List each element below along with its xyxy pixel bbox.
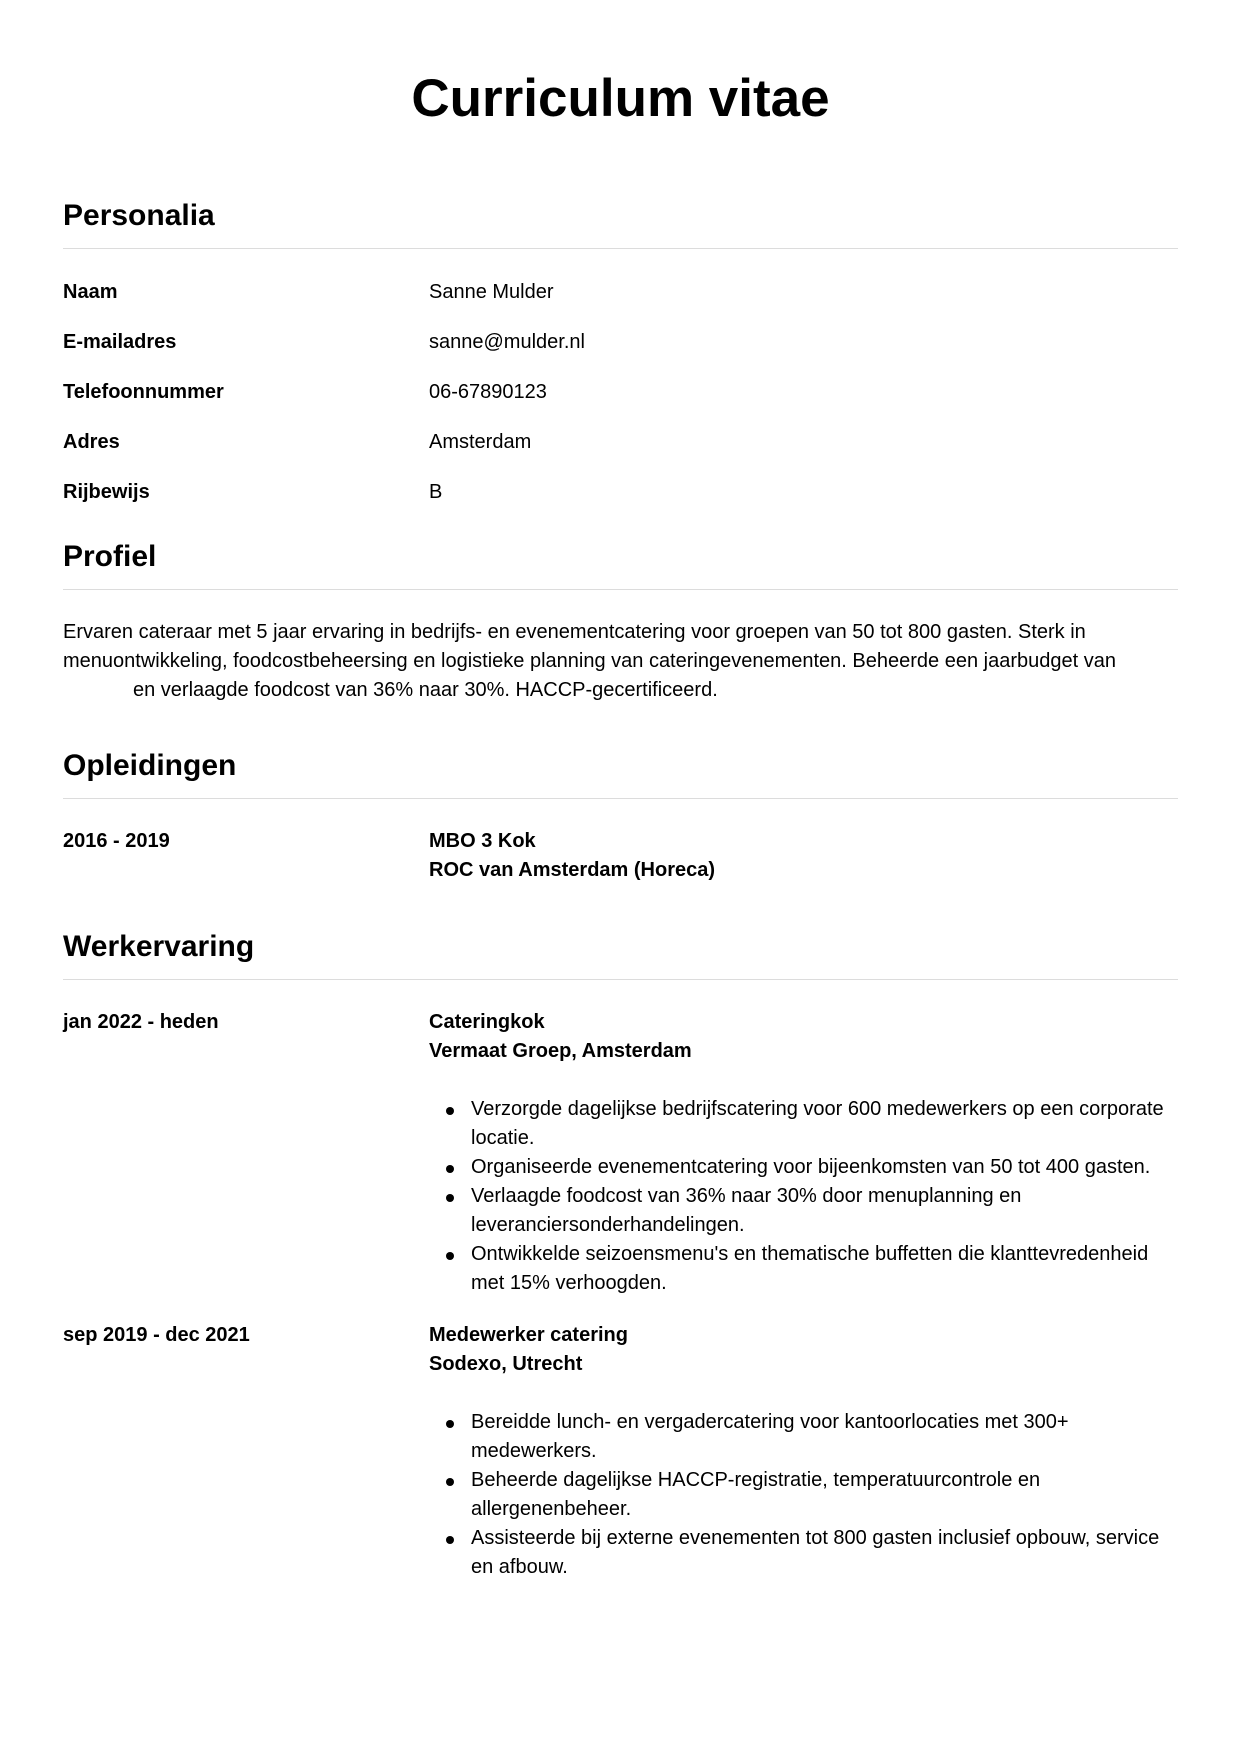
experience-list [63, 1008, 1178, 1582]
experience-entry [63, 1321, 1178, 1582]
personalia-label-license: Rijbewijs [63, 481, 150, 503]
personalia-section [63, 196, 1178, 528]
experience-details [429, 1008, 1178, 1298]
experience-bullet-list [429, 1095, 1178, 1298]
personalia-value-address: Amsterdam [429, 431, 532, 453]
personalia-value-name: Sanne Mulder [429, 281, 554, 303]
experience-bullet-text: Verzorgde dagelijkse bedrijfscatering voor 600 medewerkers op een corporate locatie. [471, 1098, 1164, 1149]
experience-details [429, 1321, 1178, 1582]
experience-bullet-text: Ontwikkelde seizoensmenu's en thematische buffetten die klanttevredenheid met 15% verhoogden. [471, 1243, 1149, 1294]
opleidingen-heading: Opleidingen [63, 746, 1178, 799]
experience-bullet [429, 1240, 1178, 1298]
profiel-line-2: menuontwikkeling, foodcostbeheersing en logistieke planning van cateringevenementen. Beheerde een jaarbudget van [63, 650, 1116, 672]
experience-bullet [429, 1095, 1178, 1153]
experience-bullet [429, 1182, 1178, 1240]
experience-role: Medewerker catering [429, 1324, 628, 1346]
bullet-dot-icon [446, 1478, 454, 1486]
experience-bullet-text: Beheerde dagelijkse HACCP-registratie, temperatuurcontrole en allergenenbeheer. [471, 1469, 1041, 1520]
bullet-dot-icon [446, 1252, 454, 1260]
personalia-row-license [63, 478, 1178, 528]
profiel-section [63, 537, 1178, 705]
werkervaring-heading: Werkervaring [63, 927, 1178, 980]
personalia-row-name [63, 278, 1178, 328]
experience-employer: Sodexo, Utrecht [429, 1353, 583, 1375]
bullet-dot-icon [446, 1107, 454, 1115]
personalia-value-phone: 06-67890123 [429, 381, 547, 403]
education-period: 2016 - 2019 [63, 830, 170, 852]
personalia-row-phone [63, 378, 1178, 428]
experience-bullet [429, 1408, 1178, 1466]
experience-bullet [429, 1466, 1178, 1524]
profiel-line-3: en verlaagde foodcost van 36% naar 30%. HACCP-gecertificeerd. [133, 679, 718, 701]
experience-entry [63, 1008, 1178, 1298]
bullet-dot-icon [446, 1194, 454, 1202]
education-entry [63, 827, 1178, 885]
profiel-text [63, 618, 1183, 705]
experience-role: Cateringkok [429, 1011, 545, 1033]
personalia-heading: Personalia [63, 196, 1178, 249]
werkervaring-section [63, 927, 1178, 1582]
experience-bullet [429, 1153, 1178, 1182]
bullet-dot-icon [446, 1536, 454, 1544]
education-title: MBO 3 Kok [429, 830, 536, 852]
experience-bullet-text: Organiseerde evenementcatering voor bijeenkomsten van 50 tot 400 gasten. [471, 1156, 1151, 1178]
personalia-label-name: Naam [63, 281, 118, 303]
education-details [429, 827, 1178, 885]
experience-bullet-text: Bereidde lunch- en vergadercatering voor kantoorlocaties met 300+ medewerkers. [471, 1411, 1069, 1462]
experience-bullet-text: Assisteerde bij externe evenementen tot 800 gasten inclusief opbouw, service en afbouw. [471, 1527, 1160, 1578]
education-list [63, 827, 1178, 885]
profiel-line-1: Ervaren cateraar met 5 jaar ervaring in bedrijfs- en evenementcatering voor groepen van 50 tot 800 gasten. Sterk in [63, 621, 1086, 643]
personalia-label-phone: Telefoonnummer [63, 381, 224, 403]
profiel-heading: Profiel [63, 537, 1178, 590]
personalia-row-email [63, 328, 1178, 378]
opleidingen-section [63, 746, 1178, 885]
experience-period: jan 2022 - heden [63, 1011, 219, 1033]
personalia-value-email: sanne@mulder.nl [429, 331, 585, 353]
personalia-list [63, 278, 1178, 528]
bullet-dot-icon [446, 1420, 454, 1428]
personalia-row-address [63, 428, 1178, 478]
personalia-label-email: E-mailadres [63, 331, 177, 353]
experience-bullet-list [429, 1408, 1178, 1582]
experience-employer: Vermaat Groep, Amsterdam [429, 1040, 692, 1062]
education-institution: ROC van Amsterdam (Horeca) [429, 859, 716, 881]
personalia-value-license: B [429, 481, 443, 503]
experience-period: sep 2019 - dec 2021 [63, 1324, 250, 1346]
document-title: Curriculum vitae [411, 69, 830, 128]
experience-bullet [429, 1524, 1178, 1582]
experience-bullet-text: Verlaagde foodcost van 36% naar 30% door menuplanning en leveranciersonderhandelingen. [471, 1185, 1022, 1236]
bullet-dot-icon [446, 1165, 454, 1173]
personalia-label-address: Adres [63, 431, 120, 453]
